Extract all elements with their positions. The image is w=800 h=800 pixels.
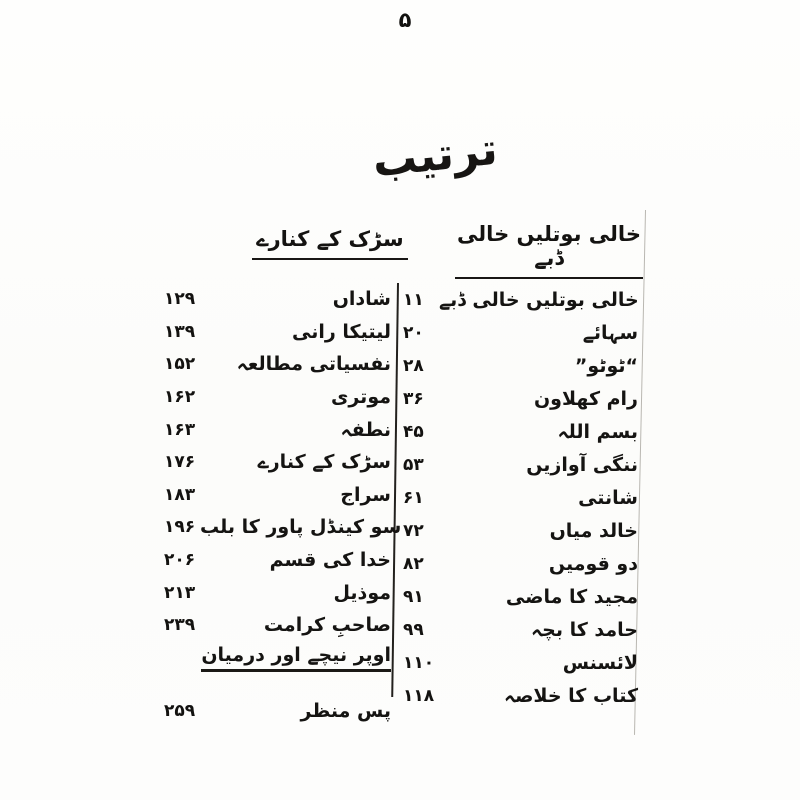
entry-title: نطفہ — [340, 418, 391, 441]
entry-title: خالد میاں — [549, 519, 638, 542]
entry-page-number: ۲۰ — [403, 322, 424, 343]
entry-page-number: ۱۶۳ — [164, 419, 196, 440]
entry-title: شانتی — [578, 486, 638, 509]
entry-title: سڑک کے کنارے — [257, 451, 391, 474]
entry-title: ننگی آوازیں — [526, 453, 638, 476]
entry-title: اوپر نیچے اور درمیان — [201, 644, 391, 672]
toc-column-right — [403, 283, 638, 712]
toc-entry — [164, 348, 391, 381]
entry-title: “ٹوٹو” — [574, 354, 638, 377]
entry-page-number: ۱۲۹ — [164, 289, 196, 310]
entry-title: موتری — [330, 386, 391, 409]
toc-entry — [164, 316, 391, 349]
section-header-sarak-ke-kinare: سڑک کے کنارے — [252, 227, 408, 260]
entry-page-number: ۵۳ — [403, 454, 424, 475]
entry-title: بسم اللہ — [557, 420, 638, 443]
toc-entry — [403, 514, 638, 547]
entry-title: صاحبِ کرامت — [263, 614, 391, 637]
entry-page-number: ۲۰۶ — [164, 550, 196, 571]
toc-entry — [403, 382, 638, 415]
entry-title: خالی بوتلیں خالی ڈبے — [439, 288, 639, 311]
entry-title: رام کھلاون — [533, 387, 638, 410]
toc-entry — [164, 695, 391, 728]
entry-title: لائسنس — [562, 651, 638, 674]
toc-entry — [403, 349, 638, 382]
entry-title: دو قومیں — [548, 552, 638, 575]
entry-page-number: ۷۲ — [403, 520, 424, 541]
toc-entry — [164, 446, 391, 479]
toc-entry — [403, 316, 638, 349]
toc-entry — [164, 511, 402, 544]
entry-title: سراج — [340, 483, 391, 506]
entry-page-number: ۳۶ — [403, 388, 424, 409]
toc-entry — [164, 479, 391, 512]
toc-column-left — [164, 283, 402, 728]
entry-page-number: ۸۲ — [403, 553, 424, 574]
entry-page-number: ۲۸ — [403, 355, 424, 376]
column-divider-rule — [391, 283, 399, 697]
entry-page-number: ۴۵ — [403, 421, 424, 442]
toc-entry — [403, 580, 638, 613]
entry-title: خدا کی قسم — [269, 549, 391, 572]
entry-title: مجید کا ماضی — [505, 585, 638, 608]
entry-title: سو کینڈل پاور کا بلب — [200, 516, 402, 539]
entry-title: نفسیاتی مطالعہ — [236, 353, 391, 376]
entry-page-number: ۱۱ — [403, 289, 424, 310]
entry-title: سہائے — [582, 321, 638, 344]
toc-entry — [403, 448, 638, 481]
entry-page-number: ۱۹۶ — [164, 517, 196, 538]
toc-entry — [403, 415, 638, 448]
toc-entry — [403, 613, 638, 646]
toc-entry — [403, 547, 638, 580]
entry-page-number: ۱۳۹ — [164, 321, 196, 342]
toc-entry — [403, 646, 638, 679]
entry-page-number: ۱۷۶ — [164, 452, 196, 473]
entry-title: موذیل — [333, 581, 391, 604]
section-header-khali-botlein: خالی بوتلیں خالی ڈبے — [455, 222, 643, 279]
toc-entry — [164, 413, 391, 446]
toc-section-subheader — [164, 642, 391, 675]
entry-page-number: ۶۱ — [403, 487, 424, 508]
toc-entry — [403, 481, 638, 514]
entry-page-number: ۹۱ — [403, 586, 424, 607]
page-number: ۵ — [398, 8, 412, 32]
entry-page-number: ۲۱۳ — [164, 582, 196, 603]
entry-title: شاداں — [332, 288, 391, 311]
toc-entry — [164, 544, 391, 577]
entry-title: لیتیکا رانی — [291, 320, 391, 343]
entry-page-number: ۱۵۲ — [164, 354, 196, 375]
entry-page-number: ۱۱۸ — [403, 685, 435, 706]
toc-entry — [164, 576, 391, 609]
entry-page-number: ۲۵۹ — [164, 701, 196, 722]
entry-title: پس منظر — [300, 700, 391, 723]
toc-entry — [403, 283, 638, 316]
entry-title: کتاب کا خلاصہ — [503, 684, 638, 707]
toc-entry — [403, 679, 638, 712]
toc-entry — [164, 609, 391, 642]
entry-page-number: ۲۳۹ — [164, 615, 196, 636]
entry-page-number: ۹۹ — [403, 619, 424, 640]
entry-title: حامد کا بچہ — [531, 618, 638, 641]
entry-page-number: ۱۱۰ — [403, 652, 435, 673]
entry-page-number: ۱۶۲ — [164, 387, 196, 408]
contents-title: ترتیب — [370, 123, 500, 188]
toc-entry — [164, 381, 391, 414]
entry-page-number: ۱۸۳ — [164, 484, 196, 505]
toc-entry — [164, 283, 391, 316]
